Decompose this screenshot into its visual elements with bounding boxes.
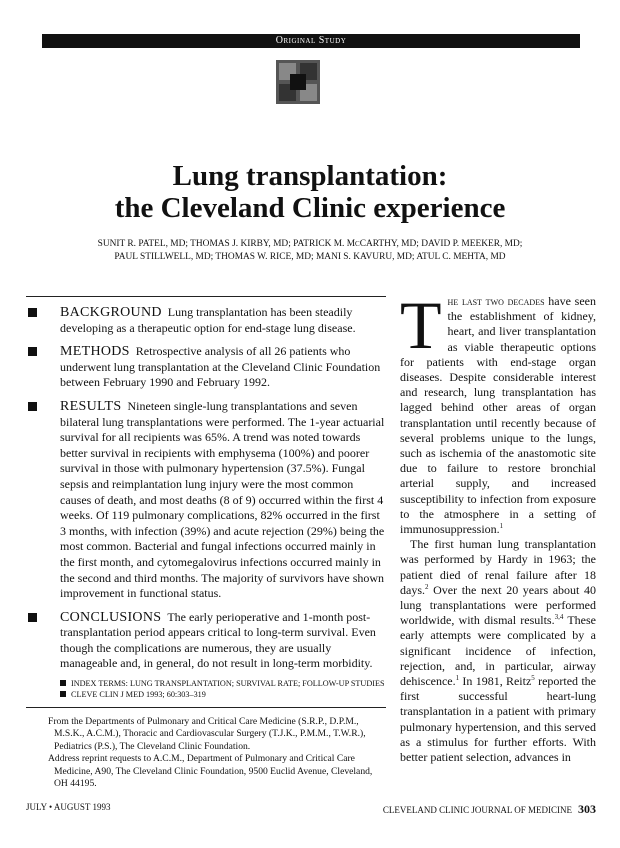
section-text: Nineteen single-lung transplantations and seven bilateral lung transplantations were performed. The 1-year actuarial survival for all recipients was 65%. A trend was noted towards better survival in recipients with emphysema (100%) and poorer survival in those with pulmonary hypertension (37.5%). Fungal sepsis and reimplantation lung injury were the most common causes of death, and most deaths (8 of 9) occurred within the first 4 weeks. Of 119 pulmonary complications, 82% occurred in the first 3 months, with infection (39%) and acute rejection (29%) being the most common. Bacterial and fungal infections occurred mainly in the first month, and cytomegalovirus infections occurred mainly in the second and third months. The majority of survivors have shown improvement in functional status. xyxy=(60,398,385,601)
reference: 2 xyxy=(425,582,429,591)
journal-logo-icon xyxy=(276,60,320,104)
drop-cap: T xyxy=(400,287,442,363)
author-list xyxy=(60,238,560,264)
paragraph-text: The first human lung transplantation was performed by Hardy in 1963; the patient died of renal failure after 18 days. xyxy=(400,537,596,597)
bullet-square-icon xyxy=(28,347,37,356)
section-heading: RESULTS xyxy=(60,398,122,414)
authors-line-2: PAUL STILLWELL, MD; THOMAS W. RICE, MD; MANI S. KAVURU, MD; ATUL C. MEHTA, MD xyxy=(114,252,506,262)
page-number: 303 xyxy=(578,802,596,816)
abstract-methods xyxy=(26,344,386,391)
bullet-square-icon xyxy=(28,308,37,317)
body-paragraph-1 xyxy=(400,287,596,537)
reference: 1 xyxy=(455,674,460,683)
journal-name: CLEVELAND CLINIC JOURNAL OF MEDICINE xyxy=(382,805,572,815)
bullet-square-icon xyxy=(28,613,37,622)
paragraph-text: reported the first successful heart-lung transplantation in a patient with primary pulmonary hypertension, and this served as a stimulus for further efforts. With better patient selection, advances in xyxy=(400,674,596,765)
paragraph-text: have seen the establishment of kidney, heart, and liver transplantation as viable therapeutic options for patients with end-stage organ diseases. Despite considerable interest and research, lung transplantation has lagged behind other areas of organ transplantation until recently because of several problems unique to the lungs, such as ischemia of the anastomotic site due to failure to restore bronchial arterial supply, and increased susceptibility to infection from exposure to the atmosphere in a setting of immunosuppression. xyxy=(400,294,596,537)
bullet-square-icon xyxy=(60,680,66,686)
section-heading: CONCLUSIONS xyxy=(60,609,162,625)
index-terms-block xyxy=(26,678,386,700)
abstract-top-rule xyxy=(26,296,386,297)
section-text: Lung transplantation has been steadily developing as a therapeutic option for end-stage lung disease. xyxy=(60,305,356,335)
article-title xyxy=(0,160,620,224)
paragraph-text: These early attempts were complicated by a significant incidence of infection, rejection, and, in particular, airway dehiscence. xyxy=(400,613,597,689)
citation: CLEVE CLIN J MED 1993; 60:303–319 xyxy=(71,690,206,700)
section-heading: BACKGROUND xyxy=(60,305,162,320)
abstract-conclusions xyxy=(26,610,386,672)
reference: 1 xyxy=(499,522,504,531)
reference: 3,4 xyxy=(554,613,564,622)
title-line-1: Lung transplantation: xyxy=(172,160,448,192)
lead-in: he last two decades xyxy=(447,294,545,308)
section-heading: METHODS xyxy=(60,344,130,360)
section-text: Retrospective analysis of all 26 patients who underwent lung transplantation at the Cleveland Clinic Foundation between February 1990 and February 1992. xyxy=(60,344,381,390)
reprint-note: Address reprint requests to A.C.M., Department of Pulmonary and Critical Care Medicine, A90, The Cleveland Clinic Foundation, 9500 Euclid Avenue, Cleveland, OH 44195. xyxy=(48,753,373,790)
footnote xyxy=(26,716,386,790)
authors-line-1: SUNIT R. PATEL, MD; THOMAS J. KIRBY, MD; PATRICK M. McCARTHY, MD; DAVID P. MEEKER, MD; xyxy=(97,239,523,249)
abstract-background xyxy=(26,305,386,336)
body-paragraph-2 xyxy=(400,537,596,765)
affiliation-note: From the Departments of Pulmonary and Critical Care Medicine (S.R.P., D.P.M., M.S.K., A.C.M.), Thoracic and Cardiovascular Surgery (T.J.K., P.M.M., T.W.R.), Pediatrics (P.S.), The Cleveland Clinic Foundation. xyxy=(48,716,366,752)
bullet-square-icon xyxy=(60,691,66,697)
index-terms: INDEX TERMS: LUNG TRANSPLANTATION; SURVIVAL RATE; FOLLOW-UP STUDIES xyxy=(71,679,385,689)
abstract-column xyxy=(26,296,386,791)
journal-name-and-page xyxy=(383,802,596,817)
issue-date: JULY • AUGUST 1993 xyxy=(26,802,111,812)
title-line-2: the Cleveland Clinic experience xyxy=(114,192,506,224)
footnote-rule xyxy=(26,707,386,708)
abstract-results xyxy=(26,399,386,602)
paragraph-text: In 1981, Reitz xyxy=(459,674,532,689)
section-text: The early perioperative and 1-month post-transplantation period appears critical to long-term survival. Even though the complications are numerous, they are usually manageable and, in general, do not result in long-term morbidity. xyxy=(60,609,376,671)
reference: 5 xyxy=(531,674,535,683)
bullet-square-icon xyxy=(28,402,37,411)
body-column xyxy=(400,287,597,765)
section-banner: Original Study xyxy=(42,34,580,48)
paragraph-text: Over the next 20 years about 40 lung transplantations were performed worldwide, with dismal results. xyxy=(400,582,596,628)
